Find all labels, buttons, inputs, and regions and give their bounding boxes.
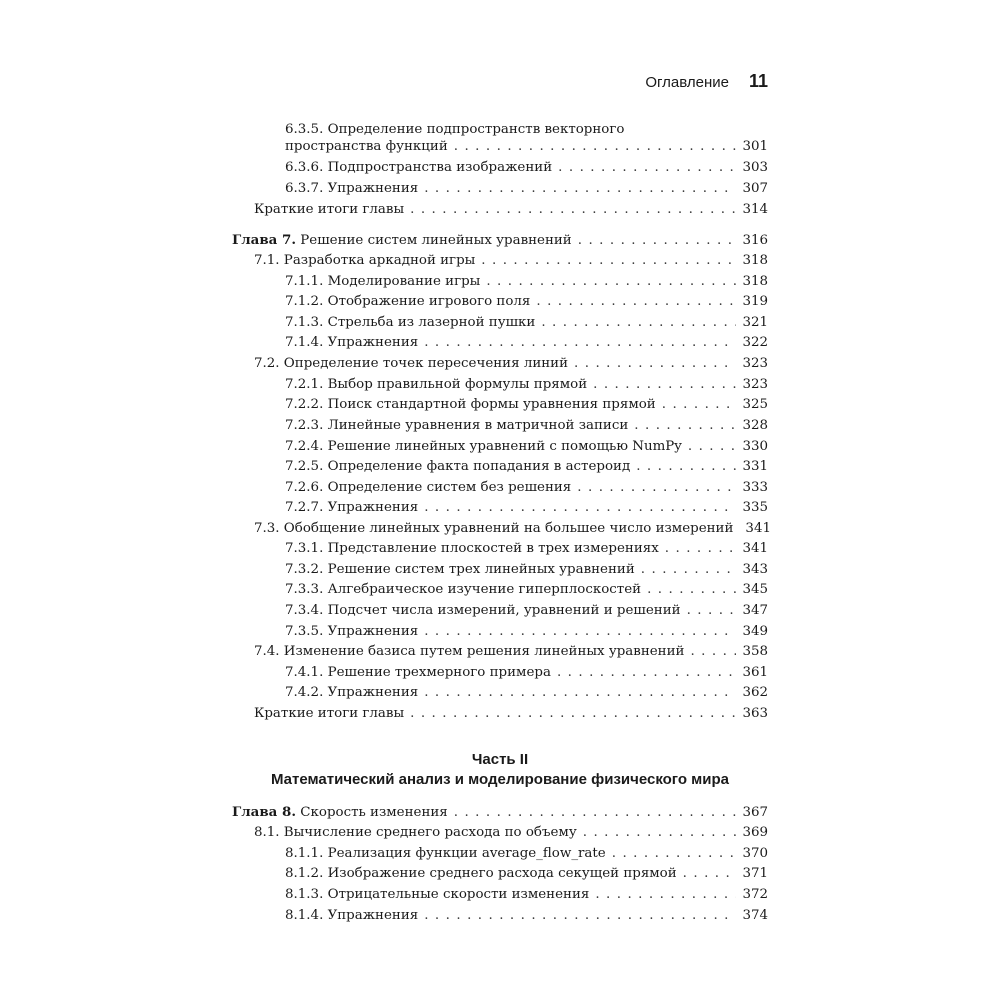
chapter-label: Глава 8.: [232, 804, 296, 820]
toc-entry-page: 369: [742, 825, 768, 840]
dot-leader: [424, 683, 736, 703]
dot-leader: [424, 179, 736, 199]
toc-entry-page: 374: [742, 908, 768, 923]
toc-entry[interactable]: [232, 313, 768, 333]
toc-entry[interactable]: [232, 333, 768, 353]
toc-entry-text: 7.2.5. Определение факта попадания в астероид: [285, 459, 631, 474]
toc-entry-text: 7.2.3. Линейные уравнения в матричной записи: [285, 418, 629, 433]
dot-leader: [593, 375, 736, 395]
toc-entry-text: 7.3.5. Упражнения: [285, 624, 419, 639]
toc-entry[interactable]: [232, 457, 768, 477]
toc-chapter-7[interactable]: [232, 230, 768, 250]
dot-leader: [558, 158, 736, 178]
toc-entry[interactable]: [232, 272, 768, 292]
toc-entry[interactable]: [232, 844, 768, 864]
toc-entry-page: 321: [742, 315, 768, 330]
toc-entry[interactable]: [232, 560, 768, 580]
running-head-title: Оглавление: [645, 74, 729, 91]
dot-leader: [612, 844, 737, 864]
part-title: Математический анализ и моделирование физического мира: [271, 771, 729, 788]
toc-entry[interactable]: [232, 601, 768, 621]
dot-leader: [583, 823, 737, 843]
toc-entry-text: 6.3.6. Подпространства изображений: [285, 160, 553, 175]
toc-entry-page: 358: [742, 644, 768, 659]
toc-entry-text: 7.2. Определение точек пересечения линий: [254, 356, 569, 371]
toc-entry-text: 7.2.7. Упражнения: [285, 500, 419, 515]
toc-entry[interactable]: [232, 437, 768, 457]
dot-leader: [410, 200, 736, 220]
toc-entry-page: 361: [742, 665, 768, 680]
toc-entry[interactable]: [232, 663, 768, 683]
toc-entry-text: 7.3.3. Алгебраическое изучение гиперплоскостей: [285, 582, 642, 597]
toc-entry[interactable]: [232, 704, 768, 724]
toc-entry-text: 7.2.1. Выбор правильной формулы прямой: [285, 377, 588, 392]
dot-leader: [410, 704, 736, 724]
toc-entry-text: 8.1.2. Изображение среднего расхода секущей прямой: [285, 866, 677, 881]
dot-leader: [536, 292, 736, 312]
toc-entry-page: 341: [742, 541, 768, 556]
toc-entry-text: 6.3.7. Упражнения: [285, 181, 419, 196]
toc-entry[interactable]: [232, 642, 768, 662]
toc-entry-text: 8.1. Вычисление среднего расхода по объему: [254, 825, 577, 840]
toc-entry-text: 7.3.1. Представление плоскостей в трех измерениях: [285, 541, 659, 556]
chapter-title: Скорость изменения: [300, 805, 448, 820]
dot-leader: [454, 137, 737, 157]
toc-entry-page: 363: [742, 706, 768, 721]
toc-entry-text: 7.3.4. Подсчет числа измерений, уравнений и решений: [285, 603, 681, 618]
dot-leader: [574, 354, 736, 374]
toc-entry-text: 8.1.1. Реализация функции average_flow_rate: [285, 846, 606, 861]
toc-entry[interactable]: [232, 354, 768, 374]
toc-entry-text: 7.2.2. Поиск стандартной формы уравнения прямой: [285, 397, 656, 412]
running-head: [600, 71, 768, 97]
dot-leader: [454, 803, 737, 823]
chapter-title: Решение систем линейных уравнений: [300, 233, 572, 248]
toc-entry-page: 331: [742, 459, 768, 474]
toc-entry-page: 347: [742, 603, 768, 618]
toc-entry-text: Краткие итоги главы: [254, 706, 405, 721]
toc-entry[interactable]: [232, 375, 768, 395]
toc-entry-page: 323: [742, 356, 768, 371]
part-label: Часть II: [471, 751, 529, 768]
toc-entry-page: 319: [742, 294, 768, 309]
toc-entry-page: 372: [742, 887, 768, 902]
toc-entry[interactable]: [232, 251, 768, 271]
toc-entry-text: 7.3. Обобщение линейных уравнений на большее число измерений: [254, 521, 734, 536]
toc-entry-text: 6.3.5. Определение подпространств векторного: [285, 122, 625, 137]
toc-entry-page: 371: [742, 866, 768, 881]
toc-entry[interactable]: [232, 158, 768, 178]
toc-entry[interactable]: [232, 622, 768, 642]
dot-leader: [557, 663, 737, 683]
toc-entry-page: 303: [742, 160, 768, 175]
dot-leader: [636, 457, 736, 477]
toc-entry[interactable]: [232, 137, 768, 157]
toc-entry-text: 7.1.4. Упражнения: [285, 335, 419, 350]
dot-leader: [424, 498, 736, 518]
toc-entry-page: 335: [742, 500, 768, 515]
dot-leader: [690, 642, 736, 662]
toc-entry-text: 7.2.6. Определение систем без решения: [285, 480, 572, 495]
toc-entry-page: 318: [742, 274, 768, 289]
dot-leader: [486, 272, 736, 292]
dot-leader: [634, 416, 736, 436]
dot-leader: [481, 251, 736, 271]
toc-entry-text: 7.3.2. Решение систем трех линейных уравнений: [285, 562, 635, 577]
toc-entry-page: 362: [742, 685, 768, 700]
toc-entry[interactable]: [232, 823, 768, 843]
toc-entry[interactable]: [232, 478, 768, 498]
toc-entry[interactable]: [232, 498, 768, 518]
toc-entry-text: 7.1.3. Стрельба из лазерной пушки: [285, 315, 536, 330]
toc-entry[interactable]: [232, 519, 771, 539]
dot-leader: [595, 885, 736, 905]
toc-entry[interactable]: [232, 683, 768, 703]
toc-entry-text: 7.1. Разработка аркадной игры: [254, 253, 476, 268]
toc-entry-page: 318: [742, 253, 768, 268]
toc-entry-page: 345: [742, 582, 768, 597]
dot-leader: [424, 333, 736, 353]
toc-chapter-8[interactable]: [232, 802, 768, 822]
toc-entry[interactable]: [232, 200, 768, 220]
dot-leader: [641, 560, 737, 580]
dot-leader: [665, 539, 737, 559]
toc-entry-page: 325: [742, 397, 768, 412]
toc-entry-page: 314: [742, 202, 768, 217]
toc-entry-text: 8.1.4. Упражнения: [285, 908, 419, 923]
dot-leader: [687, 601, 737, 621]
toc-entry-page: 341: [745, 521, 771, 536]
toc-entry-page: 316: [742, 233, 768, 248]
page-number: 11: [748, 71, 768, 91]
toc-entry[interactable]: [232, 864, 768, 884]
toc-entry-page: 323: [742, 377, 768, 392]
toc-entry-page: 330: [742, 439, 768, 454]
toc-entry-text: 7.4. Изменение базиса путем решения линейных уравнений: [254, 644, 685, 659]
dot-leader: [683, 864, 737, 884]
toc-entry-page: 343: [742, 562, 768, 577]
dot-leader: [662, 395, 737, 415]
toc-entry[interactable]: [232, 416, 768, 436]
toc-entry-page: 349: [742, 624, 768, 639]
toc-entry-text: 7.4.2. Упражнения: [285, 685, 419, 700]
toc-entry-page: 301: [742, 139, 768, 154]
toc-entry[interactable]: [232, 395, 768, 415]
toc-entry-text: 8.1.3. Отрицательные скорости изменения: [285, 887, 590, 902]
toc-entry[interactable]: [232, 292, 768, 312]
toc-entry-text: 7.2.4. Решение линейных уравнений с помощью NumPy: [285, 439, 682, 454]
toc-entry[interactable]: [232, 906, 768, 926]
toc-entry-page: 322: [742, 335, 768, 350]
dot-leader: [424, 906, 736, 926]
chapter-label: Глава 7.: [232, 232, 296, 248]
dot-leader: [541, 313, 736, 333]
toc-entry-page: 307: [742, 181, 768, 196]
toc-entry-page: 328: [742, 418, 768, 433]
toc-entry[interactable]: [232, 539, 768, 559]
toc-entry[interactable]: [232, 885, 768, 905]
toc-entry-text: пространства функций: [285, 139, 448, 154]
dot-leader: [688, 437, 737, 457]
dot-leader: [577, 478, 736, 498]
dot-leader: [647, 580, 736, 600]
toc-entry[interactable]: [232, 179, 768, 199]
toc-entry-page: 333: [742, 480, 768, 495]
toc-entry-page: 367: [742, 805, 768, 820]
toc-entry[interactable]: [232, 580, 768, 600]
toc-entry-text: 7.4.1. Решение трехмерного примера: [285, 665, 551, 680]
dot-leader: [578, 231, 737, 251]
toc-entry-text: 7.1.2. Отображение игрового поля: [285, 294, 531, 309]
toc-entry-text: 7.1.1. Моделирование игры: [285, 274, 481, 289]
dot-leader: [424, 622, 736, 642]
toc-entry-text: Краткие итоги главы: [254, 202, 405, 217]
toc-entry-page: 370: [742, 846, 768, 861]
